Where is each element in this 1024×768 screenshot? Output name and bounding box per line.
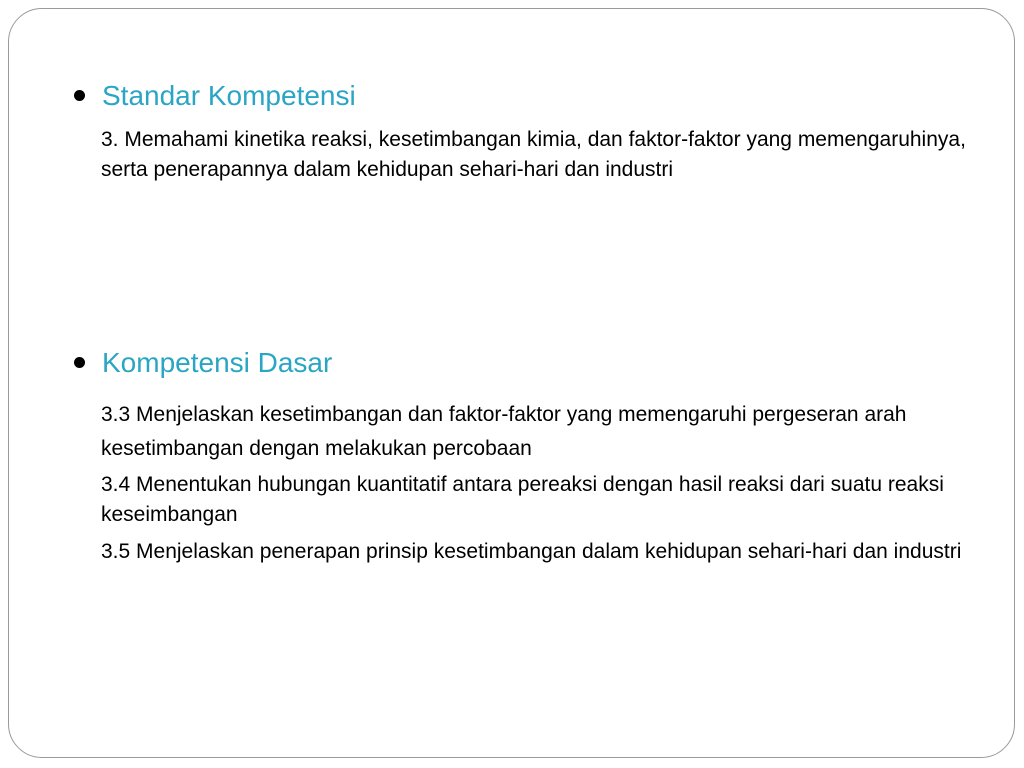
standar-kompetensi-bullet-line	[9, 77, 1014, 117]
kompetensi-dasar-item-3-5: 3.5 Menjelaskan penerapan prinsip kesetimbangan dalam kehidupan sehari-hari dan industri	[101, 540, 962, 563]
bullet-dot-icon	[74, 357, 85, 368]
bullet-dot-icon	[74, 90, 85, 101]
kompetensi-dasar-item-3-4: 3.4 Menentukan hubungan kuantitatif antara pereaksi dengan hasil reaksi dari suatu reaksi keseimbangan	[101, 473, 944, 526]
kompetensi-dasar-bullet-line	[9, 344, 1014, 384]
kompetensi-dasar-section	[9, 344, 1014, 574]
standar-kompetensi-text: 3. Memahami kinetika reaksi, kesetimbangan kimia, dan faktor-faktor yang memengaruhinya, serta penerapannya dalam kehidupan sehari-hari dan industri	[101, 128, 966, 181]
slide-frame	[8, 8, 1015, 758]
kompetensi-dasar-item-3-3: 3.3 Menjelaskan kesetimbangan dan faktor-faktor yang memengaruhi pergeseran arah kesetimbangan dengan melakukan percobaan	[101, 403, 907, 460]
standar-kompetensi-heading: Standar Kompetensi	[102, 80, 356, 111]
standar-kompetensi-section	[9, 77, 1014, 185]
kompetensi-dasar-heading: Kompetensi Dasar	[102, 347, 333, 378]
kompetensi-dasar-list	[9, 398, 1014, 567]
